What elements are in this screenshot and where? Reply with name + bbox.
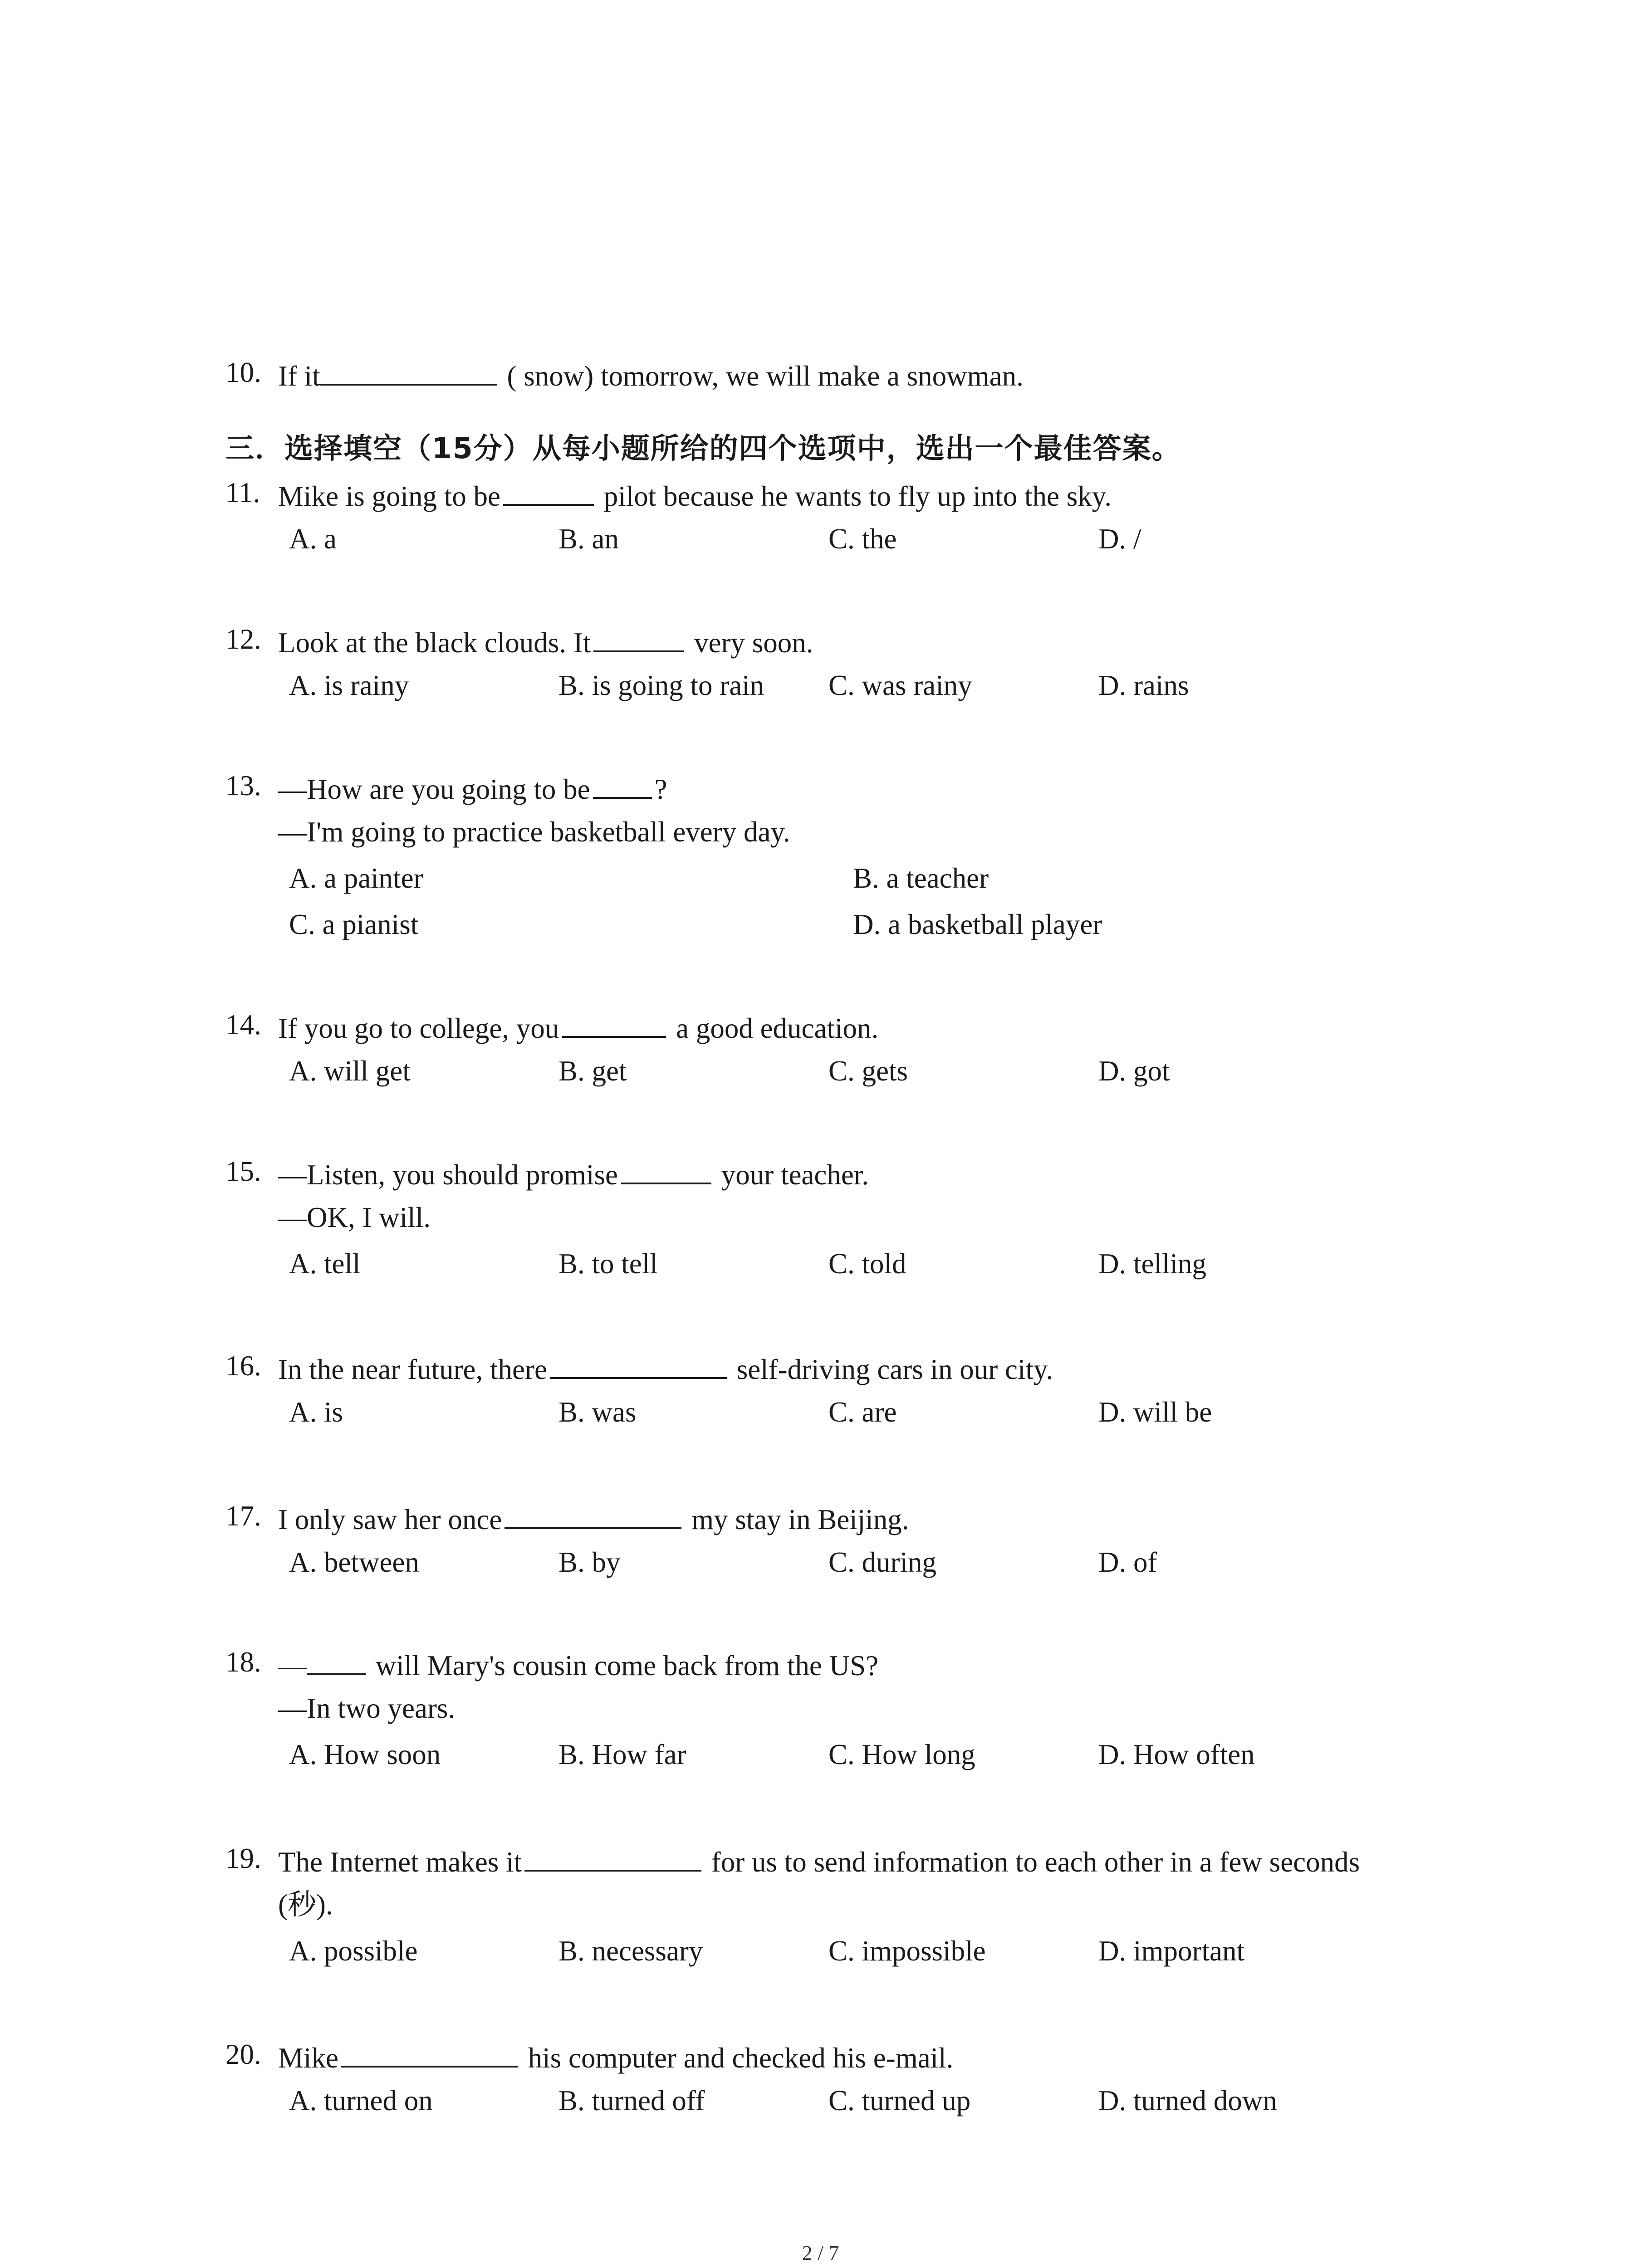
answer-blank[interactable] — [320, 358, 497, 386]
question-stem: — will Mary's cousin come back from the US? — [278, 1648, 878, 1680]
option-d[interactable]: D. of — [1098, 1546, 1157, 1578]
option-b[interactable]: B. was — [558, 1396, 637, 1428]
option-b[interactable]: B. is going to rain — [558, 670, 764, 701]
option-a[interactable]: A. turned on — [289, 2085, 433, 2116]
answer-blank[interactable] — [307, 1648, 366, 1675]
question-stem: If you go to college, you a good education. — [278, 1011, 878, 1043]
question-number: 13. — [225, 770, 261, 802]
option-b[interactable]: B. a teacher — [853, 862, 989, 894]
question-stem: I only saw her once my stay in Beijing. — [278, 1502, 909, 1534]
section-heading: 三．选择填空（15分）从每小题所给的四个选项中，选出一个最佳答案。 — [225, 432, 1181, 465]
option-d[interactable]: D. rains — [1098, 670, 1189, 701]
answer-blank[interactable] — [341, 2040, 518, 2068]
option-c[interactable]: C. told — [828, 1248, 906, 1280]
option-a[interactable]: A. a — [289, 523, 337, 555]
option-a[interactable]: A. a painter — [289, 862, 423, 894]
question-stem: If it ( snow) tomorrow, we will make a snowman. — [278, 358, 1024, 391]
option-a[interactable]: A. tell — [289, 1248, 361, 1280]
option-b[interactable]: B. necessary — [558, 1935, 703, 1967]
question-number: 15. — [225, 1155, 261, 1187]
question-stem: —Listen, you should promise your teacher. — [278, 1157, 869, 1189]
option-d[interactable]: D. will be — [1098, 1396, 1212, 1428]
answer-blank[interactable] — [593, 772, 652, 799]
question-stem: Mike his computer and checked his e-mail. — [278, 2040, 953, 2072]
answer-blank[interactable] — [505, 1502, 681, 1529]
option-d[interactable]: D. got — [1098, 1055, 1170, 1087]
question-number: 10. — [225, 357, 261, 388]
option-c[interactable]: C. during — [828, 1546, 937, 1578]
option-b[interactable]: B. turned off — [558, 2085, 705, 2116]
option-a[interactable]: A. between — [289, 1546, 419, 1578]
answer-blank[interactable] — [621, 1157, 711, 1184]
question-number: 19. — [225, 1843, 261, 1874]
option-d[interactable]: D. turned down — [1098, 2085, 1277, 2116]
option-d[interactable]: D. / — [1098, 523, 1141, 555]
option-b[interactable]: B. by — [558, 1546, 621, 1578]
option-c[interactable]: C. are — [828, 1396, 897, 1428]
question-number: 14. — [225, 1009, 261, 1041]
option-c[interactable]: C. How long — [828, 1739, 975, 1770]
question-number: 11. — [225, 477, 260, 508]
question-stem: Look at the black clouds. It very soon. — [278, 625, 813, 657]
question-stem: The Internet makes it for us to send information to each other in a few seconds — [278, 1844, 1360, 1877]
option-a[interactable]: A. How soon — [289, 1739, 441, 1770]
option-b[interactable]: B. How far — [558, 1739, 686, 1770]
option-b[interactable]: B. get — [558, 1055, 627, 1087]
question-stem: —How are you going to be ? — [278, 772, 667, 804]
answer-blank[interactable] — [550, 1352, 727, 1379]
option-a[interactable]: A. possible — [289, 1935, 418, 1967]
option-c[interactable]: C. was rainy — [828, 670, 972, 701]
question-number: 12. — [225, 623, 261, 655]
option-a[interactable]: A. is rainy — [289, 670, 409, 701]
option-d[interactable]: D. a basketball player — [853, 909, 1102, 940]
option-c[interactable]: C. turned up — [828, 2085, 971, 2116]
option-c[interactable]: C. gets — [828, 1055, 908, 1087]
option-b[interactable]: B. an — [558, 523, 619, 555]
answer-blank[interactable] — [562, 1011, 666, 1038]
question-stem: In the near future, there self-driving cars in our city. — [278, 1352, 1053, 1384]
answer-blank[interactable] — [593, 625, 684, 652]
question-number: 18. — [225, 1646, 261, 1678]
option-a[interactable]: A. will get — [289, 1055, 411, 1087]
option-d[interactable]: D. telling — [1098, 1248, 1206, 1280]
option-c[interactable]: C. impossible — [828, 1935, 986, 1967]
page-number: 2 / 7 — [802, 2241, 839, 2264]
option-d[interactable]: D. important — [1098, 1935, 1244, 1967]
question-number: 16. — [225, 1350, 261, 1382]
option-a[interactable]: A. is — [289, 1396, 343, 1428]
question-stem: Mike is going to be pilot because he wants to fly up into the sky. — [278, 479, 1112, 511]
answer-blank[interactable] — [503, 479, 594, 506]
option-c[interactable]: C. a pianist — [289, 909, 419, 940]
option-d[interactable]: D. How often — [1098, 1739, 1255, 1770]
question-number: 17. — [225, 1500, 261, 1532]
option-b[interactable]: B. to tell — [558, 1248, 658, 1280]
answer-blank[interactable] — [524, 1844, 701, 1872]
question-number: 20. — [225, 2038, 261, 2070]
option-c[interactable]: C. the — [828, 523, 897, 555]
